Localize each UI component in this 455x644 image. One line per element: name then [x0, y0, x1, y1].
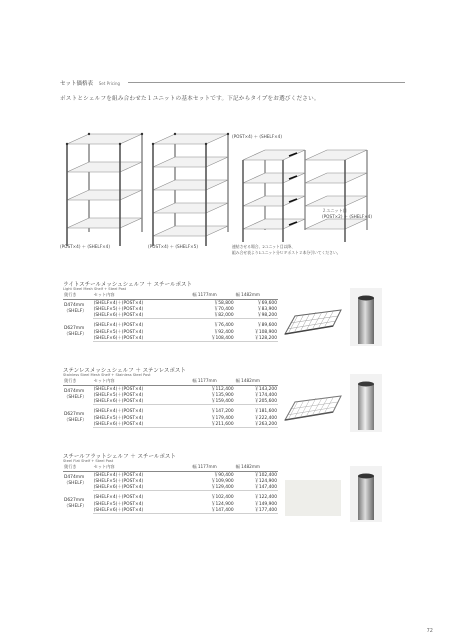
steel-flat-shelf-photo [283, 476, 343, 520]
set-cell: (SHELF×5)＋(POST×4) [93, 415, 144, 421]
price-cell: ￥179,400 [211, 415, 234, 421]
steel-flat-post-photo [350, 466, 382, 522]
set-cell: (SHELF×5)＋(POST×4) [93, 306, 144, 312]
price-cell: ￥135,900 [211, 392, 234, 398]
price-cell: ￥112,400 [211, 386, 234, 392]
price-cell: ￥69,600 [257, 300, 277, 306]
set-cell: (SHELF×4)＋(POST×4) [93, 323, 144, 329]
table-header-row [63, 464, 278, 471]
depth-cell: D474mm （SHELF） [64, 388, 87, 400]
depth-cell: D627mm （SHELF） [64, 325, 87, 337]
set-cell: (SHELF×4)＋(POST×4) [93, 409, 144, 415]
set-cell: (SHELF×5)＋(POST×4) [93, 392, 144, 398]
table-row [63, 335, 278, 342]
connected-unit-illustration [243, 150, 367, 242]
price-cell: ￥124,900 [211, 501, 234, 507]
set-cell: (SHELF×6)＋(POST×4) [93, 484, 192, 491]
price-cell: ￥82,000 [191, 312, 234, 319]
shelf-illustrations [55, 120, 405, 255]
price-cell: ￥159,400 [191, 398, 234, 405]
price-cell: ￥76,400 [213, 323, 234, 329]
price-cell: ￥109,900 [211, 478, 234, 484]
price-cell: ￥124,900 [254, 478, 277, 484]
price-cell: ￥174,400 [254, 392, 277, 398]
set-cell: (SHELF×6)＋(POST×4) [93, 421, 192, 428]
depth-cell: D627mm （SHELF） [64, 411, 87, 423]
table-header-row [63, 292, 278, 299]
stainless-post-photo [350, 374, 382, 432]
price-cell: ￥205,600 [235, 398, 278, 405]
price-table-3 [63, 464, 278, 514]
set-cell: (SHELF×6)＋(POST×4) [93, 507, 192, 514]
price-table-1 [63, 292, 278, 342]
price-cell: ￥108,400 [191, 335, 234, 342]
header-w1177: 幅 1177mm [191, 464, 234, 471]
price-cell: ￥129,400 [191, 484, 234, 491]
price-table-2 [63, 378, 278, 428]
header-w1482: 幅 1482mm [235, 378, 278, 385]
header-depth: 奥行き [63, 464, 93, 471]
price-cell: ￥102,400 [254, 472, 277, 478]
depth-cell: D474mm （SHELF） [64, 474, 87, 486]
price-cell: ￥70,400 [213, 306, 234, 312]
caption-connected-unit: (POST×4) ＋ (SHELF×4) [232, 134, 282, 139]
caption-unit-4: (POST×4) ＋ (SHELF×4) [60, 244, 110, 249]
section-title-en: Set Pricing [98, 81, 121, 86]
caption-unit-5: (POST×4) ＋ (SHELF×5) [148, 244, 198, 249]
header-set: セット内容 [93, 378, 192, 385]
set-cell: (SHELF×5)＋(POST×4) [93, 329, 144, 335]
caption-second-unit-title: ２ユニット目 [322, 208, 347, 213]
caption-second-unit-set: (POST×2) ＋ (SHELF×4) [322, 214, 372, 219]
section-title: セット価格表 [60, 81, 94, 87]
shelf-unit-4-illustration [66, 133, 143, 246]
price-cell: ￥108,900 [254, 329, 277, 335]
price-cell: ￥102,400 [211, 495, 234, 501]
header-w1177: 幅 1177mm [191, 378, 234, 385]
set-cell: (SHELF×5)＋(POST×4) [93, 501, 144, 507]
price-cell: ￥222,400 [254, 415, 277, 421]
set-cell: (SHELF×6)＋(POST×4) [93, 335, 192, 342]
header-w1482: 幅 1482mm [235, 292, 278, 299]
section-heading [60, 79, 120, 87]
header-w1482: 幅 1482mm [235, 464, 278, 471]
price-cell: ￥177,400 [235, 507, 278, 514]
section-rule [128, 82, 405, 83]
price-cell: ￥181,600 [254, 409, 277, 415]
set-cell: (SHELF×6)＋(POST×4) [93, 312, 192, 319]
table-1-subtitle: Light Steel Mesh Shelf + Steel Post [63, 287, 127, 291]
intro-text: ポストとシェルフを組み合わせた１ユニットの基本セットです。下記からタイプをお選びください。 [60, 96, 320, 102]
set-cell: (SHELF×4)＋(POST×4) [93, 472, 144, 478]
set-cell: (SHELF×4)＋(POST×4) [93, 495, 144, 501]
price-cell: ￥98,200 [235, 312, 278, 319]
price-cell: ￥128,200 [235, 335, 278, 342]
table-2-subtitle: Stainless Steel Mesh Shelf + Stainless Steel Post [63, 373, 151, 377]
table-3-title: スチールフラットシェルフ ＋ スチールポスト [63, 454, 176, 460]
price-cell: ￥143,200 [254, 386, 277, 392]
set-cell: (SHELF×4)＋(POST×4) [93, 386, 144, 392]
price-cell: ￥92,400 [213, 329, 234, 335]
steel-mesh-shelf-photo [283, 296, 343, 346]
page-number: 72 [426, 628, 433, 634]
price-cell: ￥211,600 [191, 421, 234, 428]
table-3-subtitle: Steel Flat Shelf + Steel Post [63, 459, 114, 463]
set-cell: (SHELF×5)＋(POST×4) [93, 478, 144, 484]
header-set: セット内容 [93, 292, 192, 299]
price-cell: ￥147,200 [211, 409, 234, 415]
depth-cell: D474mm （SHELF） [64, 302, 87, 314]
set-cell: (SHELF×4)＋(POST×4) [93, 300, 144, 306]
price-cell: ￥147,400 [235, 484, 278, 491]
price-cell: ￥90,400 [213, 472, 234, 478]
header-w1177: 幅 1177mm [191, 292, 234, 299]
table-row [63, 421, 278, 428]
price-cell: ￥89,600 [257, 323, 277, 329]
price-cell: ￥83,900 [257, 306, 277, 312]
connection-note-line2: 組み合せ表より1ユニット分ＵＰポスト２本分引いてください。 [232, 250, 341, 255]
table-2-title: ステンレスメッシュシェルフ ＋ ステンレスポスト [63, 368, 186, 374]
table-1-title: ライトスチールメッシュシェルフ ＋ スチールポスト [63, 282, 192, 288]
price-cell: ￥122,400 [254, 495, 277, 501]
table-header-row [63, 378, 278, 385]
price-cell: ￥149,900 [254, 501, 277, 507]
header-depth: 奥行き [63, 378, 93, 385]
shelf-unit-5-illustration [152, 133, 229, 246]
price-cell: ￥58,800 [213, 300, 234, 306]
header-set: セット内容 [93, 464, 192, 471]
price-cell: ￥147,400 [191, 507, 234, 514]
table-row [63, 507, 278, 514]
header-depth: 奥行き [63, 292, 93, 299]
price-cell: ￥263,200 [235, 421, 278, 428]
steel-post-photo [350, 288, 382, 346]
stainless-mesh-shelf-photo [283, 382, 343, 432]
depth-cell: D627mm （SHELF） [64, 497, 87, 509]
set-cell: (SHELF×6)＋(POST×4) [93, 398, 192, 405]
connection-note-line1: 連結させる場合、2ユニット目以降、 [232, 244, 296, 249]
